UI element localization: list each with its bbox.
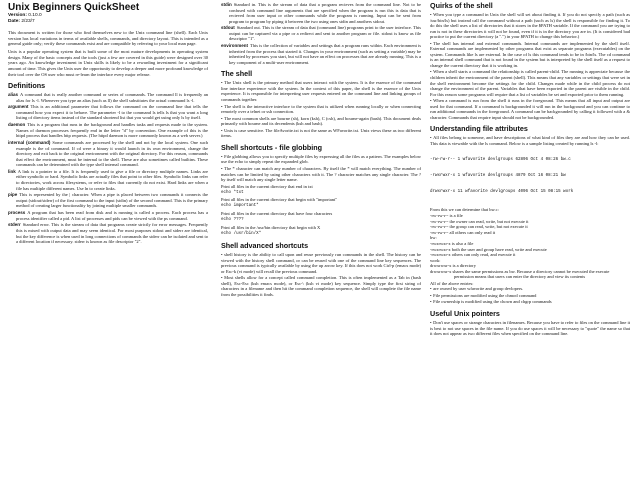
bullet-icon: •: [430, 40, 432, 46]
shell-bullet: [221, 80, 421, 102]
advanced-paragraph: [221, 275, 421, 297]
definition-text: This is an additional parameter that follows the command on the command line that tells the command how you expect it to behave. The parameter -l to the command ls tells ls that you want a long listing of directory items instead of the standard shortend list that you would get using only ls by itself.: [16, 104, 208, 121]
permission-line: drwxrwxr-x is a directory: [430, 263, 477, 269]
listing-line: -rwxrwxr-x 1 wfavorite devlgroups 4879 Oct 16 08:21 bw: [430, 174, 566, 178]
permission-line: -rw-rw-r-- is a file: [430, 213, 463, 219]
bullet-icon: •: [221, 115, 223, 121]
listing-line: -rw-rw-r-- 1 wfavorite devlgroups 62896 Oct 4 08:26 bw.c: [430, 158, 571, 163]
example-command: echo /usr/bin/X*: [221, 231, 262, 236]
bullet-icon: •: [430, 135, 432, 141]
bullet-icon: •: [430, 69, 432, 75]
bullet-text: All files belong to someone, and have descriptions of what kind of files they are and how they can be used. This data is viewable with the ls command. Below is a sample listing created by running ls -l:: [430, 135, 630, 146]
definition-term: argument: [8, 104, 29, 110]
globbing-bullet: [221, 166, 421, 183]
bullet-text: The most common shells are bourne (sh), korn (ksh), C (csh), and bourne-again (bash). This document deals primarily with bourne and its decendents (ksh and bash).: [221, 115, 421, 127]
shell-bullet: [221, 104, 421, 115]
definition-stdin: [221, 2, 421, 24]
column-right: [430, 2, 630, 338]
definition-text: Standard out. This is the stream of data that (command line) programs print to the user interface. This output can be captured via a pipe or a redirect and sent to another program or file. stdout is know as file descriptor "1".: [229, 25, 421, 42]
example-command: echo important*: [221, 204, 259, 209]
bullet-icon: •: [221, 80, 223, 86]
intro-paragraph-1: This document is written for those who find themselves new to the Unix command line (shell). Each Unix version has local variations in terms of available shells, commands, and directory layout. This is intended as a general guide only; verify these commands exist and are compatible by referring to your local man page.: [8, 30, 208, 47]
quirks-bullet: [430, 98, 630, 120]
bullet-icon: •: [430, 12, 432, 17]
definition-pipe: [8, 192, 208, 209]
quirks-bullet: [430, 41, 630, 69]
bullet-icon: •: [221, 153, 223, 159]
definition-term: daemon: [8, 122, 26, 128]
advanced-heading: Shell advanced shortcuts: [221, 241, 309, 251]
bullet-text: When a command is run from the shell it runs in the foreground. This means that all input and output are used for that command. If a command is backgrounded it will run in the background and you can continue to run additional commands in the foreground. A command can be backgrounded by calling it followed with a & character. Commands that require input should not be backgrounded.: [430, 98, 630, 120]
bullet-text: The Unix shell is the primary method that users interact with the system. It is the essence of the command line interface experience with the system. In the context of this paper, the shell is the essence of the Unix experience. It is responsible for interpreting user requests entered on the command line and linking groups of commands together.: [221, 80, 421, 103]
definition-term: link: [8, 168, 16, 174]
definition-term: stderr: [8, 222, 21, 228]
version-label: Version:: [8, 13, 27, 18]
definition-term: pipe: [8, 192, 18, 198]
definition-argument: [8, 104, 208, 121]
bullet-icon: •: [221, 165, 223, 171]
shell-bullet: [221, 128, 421, 139]
notes-bullet: [430, 293, 630, 299]
definitions-list: [8, 92, 208, 245]
permission-line: drwxrwxr-x shares the same permissions as bw. Because a directory cannot be executed the execute permission means that users can enter the directory and view its contents: [430, 268, 610, 280]
quirks-heading: Quirks of the shell: [430, 1, 493, 10]
bullet-icon: •: [221, 275, 223, 281]
shell-bullet: [221, 116, 421, 127]
bullet-icon: •: [430, 320, 432, 326]
bullet-text: Don't use spaces or strange characters in filenames. Because you have to refer to files on the command line it is best to not use spaces in the file name. If you do use spaces it will be necessary to "quote" the name so that it does not appear as two different files when specified on the command line.: [430, 320, 630, 337]
bullet-text: The shell is the interactive interface to the system that is utilized when running locally or when connecting remotely over a telnet or ssh connection.: [221, 103, 421, 115]
definitions-heading: Definitions: [8, 81, 46, 91]
bullet-text: When you type a command in Unix the shell will set about finding it. If you do not specify a path (such as /usr/bin/ls) but instead call the command without a path (such as ls) the shell is responsible for finding it. To do this the shell uses a list of directories that it stores in the $PATH variable. If the command you are trying to run is not in these directories it will not be found, even if it is in the directory you are in. (It is considered bad practice to put the current directory (a ".") in your $PATH to change this behavior.): [430, 12, 630, 40]
bullet-icon: •: [221, 103, 223, 109]
permission-line: -rw-rw-r-- the owner can read, write, but not execute it: [430, 218, 529, 224]
definition-term: stdin: [221, 2, 232, 7]
definition-text: This is represented by the | character. When a pipe is placed between two commands it connects the output (stdout/stderr) of the first command to the input (stdin) of the second command. This is the primary method of creating larger functionality by joining multiple smaller commands.: [16, 192, 208, 209]
example-command: echo *txt: [221, 190, 244, 195]
notes-intro: All of the above entries:: [430, 280, 474, 286]
definition-environment: [221, 43, 421, 65]
globbing-examples: [221, 184, 421, 238]
bullet-text: When a shell starts a command the relationship is called parent-child. The running is appreciate because the children inherit the environment of the parent (shell). This means that any variables or settings that were set in the shell environment become the settings for the child. Changes made while in the child process do not change the environment of the parent. Variables that have been exported in the parent are visible in the child. For this reason some programs will require that a list of variables be set and exported prior to them running.: [430, 69, 630, 97]
permission-line: bw:: [430, 235, 437, 241]
permission-explanations: [430, 213, 630, 280]
definition-stdout: [221, 25, 421, 42]
permissions-heading: Understanding file attributes: [430, 124, 528, 134]
notes-bullet: [430, 286, 630, 292]
definition-term: alias: [8, 92, 19, 98]
column-middle: [221, 2, 421, 298]
example-intro: From this we can determine that bw.c:: [430, 206, 499, 212]
bullet-icon: •: [430, 292, 432, 298]
definition-term: stdout: [221, 25, 235, 31]
definition-text: A program that has been read from disk and is running is called a process. Each process has a process identifier called a pid. A list of processes and pids can be viewed with the ps command.: [16, 210, 208, 221]
listing-line: drwxrwxr-x 11 wfavorite devlgroups 4096 Oct 15 08:15 work: [430, 189, 574, 194]
definition-alias: [8, 92, 208, 103]
bullet-text: File ownership is modified using the chown and chgrp commands: [433, 299, 552, 305]
definition-text: Standard error. This is the stream of data that programs create strictly for error messages. Frequently this is mixed with output data and may seem identical. For most purposes stdout and stderr are identical, but the key difference is when used in long connections of commands the stderr can be isolated and sent to a different location if necessary. stderr is known as file descriptor "2".: [16, 222, 208, 245]
definitions-list-continued: [221, 2, 421, 65]
bullet-icon: •: [221, 127, 223, 133]
date-label: Date:: [8, 18, 20, 24]
bullet-text: File permissions are modified using the chmod command: [433, 292, 537, 298]
definition-term: environment: [221, 43, 249, 49]
definition-text: A link is a pointer to a file. It is frequently used to give a file or directory multiple names. Links are either symbolic or hard. Symbolic links are actually files that point to other files. Symbolic links can refer to directories, work across filesystems, or refer to files that currently do not exist. Hard links are when a file has multiple different names. Use ln to create links.: [16, 168, 208, 191]
permission-line: -rw-rw-r-- all others can only read it: [430, 229, 496, 235]
permission-line: -rwxrwxr-x others can only read, and execute it: [430, 252, 516, 258]
definition-text: A command that is really another command or series of commands. The command ll is frequently an alias for ls -l. Whenever you type an alias (such as ll) the shell substitutes the actual command ls -l.: [16, 92, 208, 103]
permissions-intro: [430, 135, 630, 146]
globbing-heading: Shell shortcuts - file globbing: [221, 142, 323, 152]
shell-heading: The shell: [221, 69, 253, 79]
ls-listing: [430, 148, 630, 205]
date-line: [8, 19, 208, 25]
permission-line: -rw-rw-r-- the group can read, write, but not execute it: [430, 224, 528, 230]
bullet-text: Most shells allow for a concept called command completion. This is often implemented as a Tab in (bash shell), Esc-Esc (ksh emacs mode), or Esc-\ (ksh vi mode) key sequence. Simply type the first string of characters in a filename and then hit the command completion sequence, the shell will complete the file name from the possibilities it finds.: [221, 275, 421, 297]
bullet-text: The * character can match any number of characters. By itself the * will match everything. The number of matches can be limited by using other characters with it. The ? character matches any single character. The ? by itself will match any single letter name.: [221, 165, 421, 183]
column-left: [8, 2, 208, 246]
example-description: Print all files in the current directory that end in txt: [221, 183, 313, 189]
globbing-bullet: [221, 154, 421, 165]
bullet-text: shell history is the ability to call upon and reuse previously run commands in the shell. The history can be viewed with the history shell command, or can be reused with one of the command line key sequences. The previous command is typically available by using the up arrow key. If this does not work Ctrl-p (emacs mode) or Esc-k (vi mode) will recall the previous command.: [221, 252, 421, 274]
bullet-icon: •: [430, 299, 432, 305]
version-value: 0.10.0: [28, 13, 42, 18]
definition-daemon: [8, 122, 208, 139]
date-value: 2/23/7: [21, 18, 35, 24]
example-description: Print all files in the current directory that begin with "important": [221, 197, 338, 203]
bullet-icon: •: [430, 286, 432, 292]
bullet-icon: •: [430, 98, 432, 104]
bullet-icon: •: [221, 252, 223, 258]
definition-process: [8, 210, 208, 221]
definition-text: Some commands are processed by the shell and not by the local system. One such example is the cd command. If cd were a binary it would launch in its own environment, change the directory and exit back to the original environment with the original directory. For this reason, commands that effect the environment, must be internal to the shell. These are also sometimes called builtins. These commands can be determined with the type shell internal command.: [16, 140, 208, 168]
intro-paragraph-2: Unix is a popular operating system that is built some of the most mature developments in operating system design. Many of the basic concepts and the tools (just a few are covered in this guide) were designed over 30 years ago. An knowledge investment in Unix skills is likely to be a rewarding investment for a significant amount of time. This gives the Unix user the opportunity to develop a deeper and more profound knowledge of their tool over the OS user who must re-learn the interface every major release.: [8, 49, 208, 77]
quirks-bullet: [430, 69, 630, 97]
definition-term: internal (command): [8, 140, 51, 145]
permission-line: -rwxrwxr-x is also a file: [430, 241, 474, 246]
example-command: echo ????: [221, 218, 244, 223]
bullet-text: Unix is case sensitive. The fileAvorite.txt is not the same as WFavorite.txt. Unix views these as two different items.: [221, 127, 421, 139]
bullet-text: are owned by user wfavorite and group devlopers.: [433, 286, 524, 292]
definition-internal: [8, 140, 208, 168]
quirks-bullet: [430, 12, 630, 40]
example-description: Print all files in the /usr/bin directory that begin with X: [221, 224, 321, 230]
definition-text: Standard in. This is the stream of data that a program recieves from the command line. Not to be confused with command line arguments that are specified when the program is run this is data that is recieved from user input or other commands while the program is running. Input can be sent from program to program by piping it between the two using ones stdin and anothers stdout.: [229, 2, 421, 24]
definition-term: process: [8, 210, 26, 216]
definition-link: [8, 169, 208, 191]
example-description: Print all files in the current directory that have four characters: [221, 211, 333, 217]
definition-text: This is the collection of variables and settings that a program runs within. Each environment is inherited from the process that started it. Changes in your environment (such as setting a variable) may be inherited by processes you start, but will not have an effect on processes that are already running. This is a key component of a multi-user environment.: [229, 43, 421, 65]
permission-line: -rwxrwxr-x both the user and group have read, write and execute: [430, 246, 547, 252]
definition-stderr: [8, 222, 208, 244]
document-title: Unix Beginners QuickSheet: [8, 2, 140, 13]
advanced-paragraph: [221, 252, 421, 274]
permission-line: work:: [430, 257, 441, 263]
bullet-text: File globbing allows you to specify multiple files by expressing all the files as a pattern. The examples below use the echo to simply repeat the expanded glob.: [221, 153, 421, 165]
pointers-bullet: [430, 320, 630, 337]
definition-text: This is a program that runs in the background and handles tasks and requests made to the system. Names of daemon processes frequently end in the letter "d" by convention. One example of this is the httpd process that handles http requests. (The httpd daemon is more commonly known as a web server.): [16, 122, 208, 139]
pointers-heading: Useful Unix pointers: [430, 309, 500, 319]
bullet-text: The shell has internal and external commands. Internal commands are implemented by the shell itself. External commands are implemented by other programs that exist as separate programs (executables) on the system. Commands like ls are external. In the case of ls this command tends to be in /bin/ls. The cd command is an internal shell command that is not found in the system but is interpreted by the shell itself as a request to change the current directory that it is working in.: [430, 40, 630, 68]
notes-bullet: [430, 299, 630, 305]
